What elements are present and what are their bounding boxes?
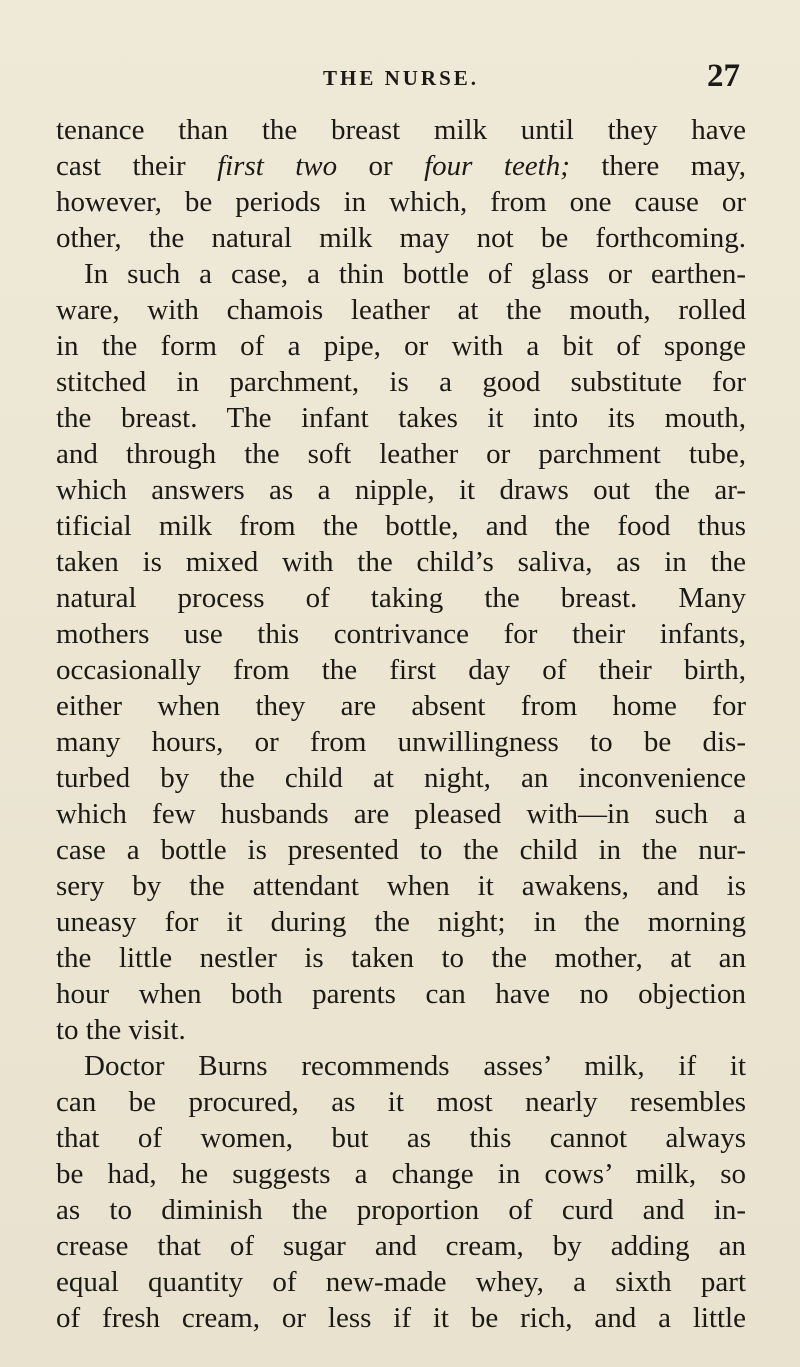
text-line: In such a case, a thin bottle of glass or earthen- xyxy=(84,258,746,290)
text-span: or xyxy=(337,150,425,182)
text-line: to the visit. xyxy=(56,1014,186,1046)
text-line xyxy=(56,148,746,184)
text-line: tenance than the breast milk until they have xyxy=(56,114,746,146)
running-header xyxy=(56,56,746,104)
text-line: be had, he suggests a change in cows’ milk, so xyxy=(56,1158,746,1190)
page-number: 27 xyxy=(707,58,740,94)
text-line: taken is mixed with the child’s saliva, as in the xyxy=(56,546,746,578)
text-span: there may, xyxy=(569,150,746,182)
text-line: the little nestler is taken to the mother, at an xyxy=(56,942,746,974)
text-line: tificial milk from the bottle, and the food thus xyxy=(56,510,746,542)
text-line: many hours, or from unwillingness to be dis- xyxy=(56,726,746,758)
text-line: case a bottle is presented to the child in the nur- xyxy=(56,834,746,866)
text-line: uneasy for it during the night; in the morning xyxy=(56,906,746,938)
text-line: the breast. The infant takes it into its mouth, xyxy=(56,402,746,434)
text-line: which few husbands are pleased with—in such a xyxy=(56,798,746,830)
text-span: cast their xyxy=(56,150,218,182)
text-line: can be procured, as it most nearly resembles xyxy=(56,1086,746,1118)
text-line: that of women, but as this cannot always xyxy=(56,1122,746,1154)
text-line: as to diminish the proportion of curd and in- xyxy=(56,1194,746,1226)
text-line: which answers as a nipple, it draws out the ar- xyxy=(56,474,746,506)
text-line: crease that of sugar and cream, by adding an xyxy=(56,1230,746,1262)
text-line: however, be periods in which, from one cause or xyxy=(56,186,746,218)
text-line: and through the soft leather or parchment tube, xyxy=(56,438,746,470)
text-line: either when they are absent from home for xyxy=(56,690,746,722)
text-line: other, the natural milk may not be forthcoming. xyxy=(56,222,746,254)
running-title: THE NURSE. xyxy=(322,66,480,90)
text-line: stitched in parchment, is a good substitute for xyxy=(56,366,746,398)
text-line: sery by the attendant when it awakens, and is xyxy=(56,870,746,902)
text-line: equal quantity of new-made whey, a sixth part xyxy=(56,1266,746,1298)
italic-phrase: four teeth; xyxy=(424,150,570,182)
text-line: hour when both parents can have no objection xyxy=(56,978,746,1010)
text-line: in the form of a pipe, or with a bit of sponge xyxy=(56,330,746,362)
text-line: Doctor Burns recommends asses’ milk, if it xyxy=(84,1050,746,1082)
text-line: natural process of taking the breast. Many xyxy=(56,582,746,614)
body-text xyxy=(56,112,746,1336)
text-line: mothers use this contrivance for their infants, xyxy=(56,618,746,650)
text-line: turbed by the child at night, an inconvenience xyxy=(56,762,746,794)
text-line: occasionally from the first day of their birth, xyxy=(56,654,746,686)
italic-phrase: first two xyxy=(217,150,338,182)
text-line: ware, with chamois leather at the mouth, rolled xyxy=(56,294,746,326)
text-line: of fresh cream, or less if it be rich, and a little xyxy=(56,1302,746,1334)
